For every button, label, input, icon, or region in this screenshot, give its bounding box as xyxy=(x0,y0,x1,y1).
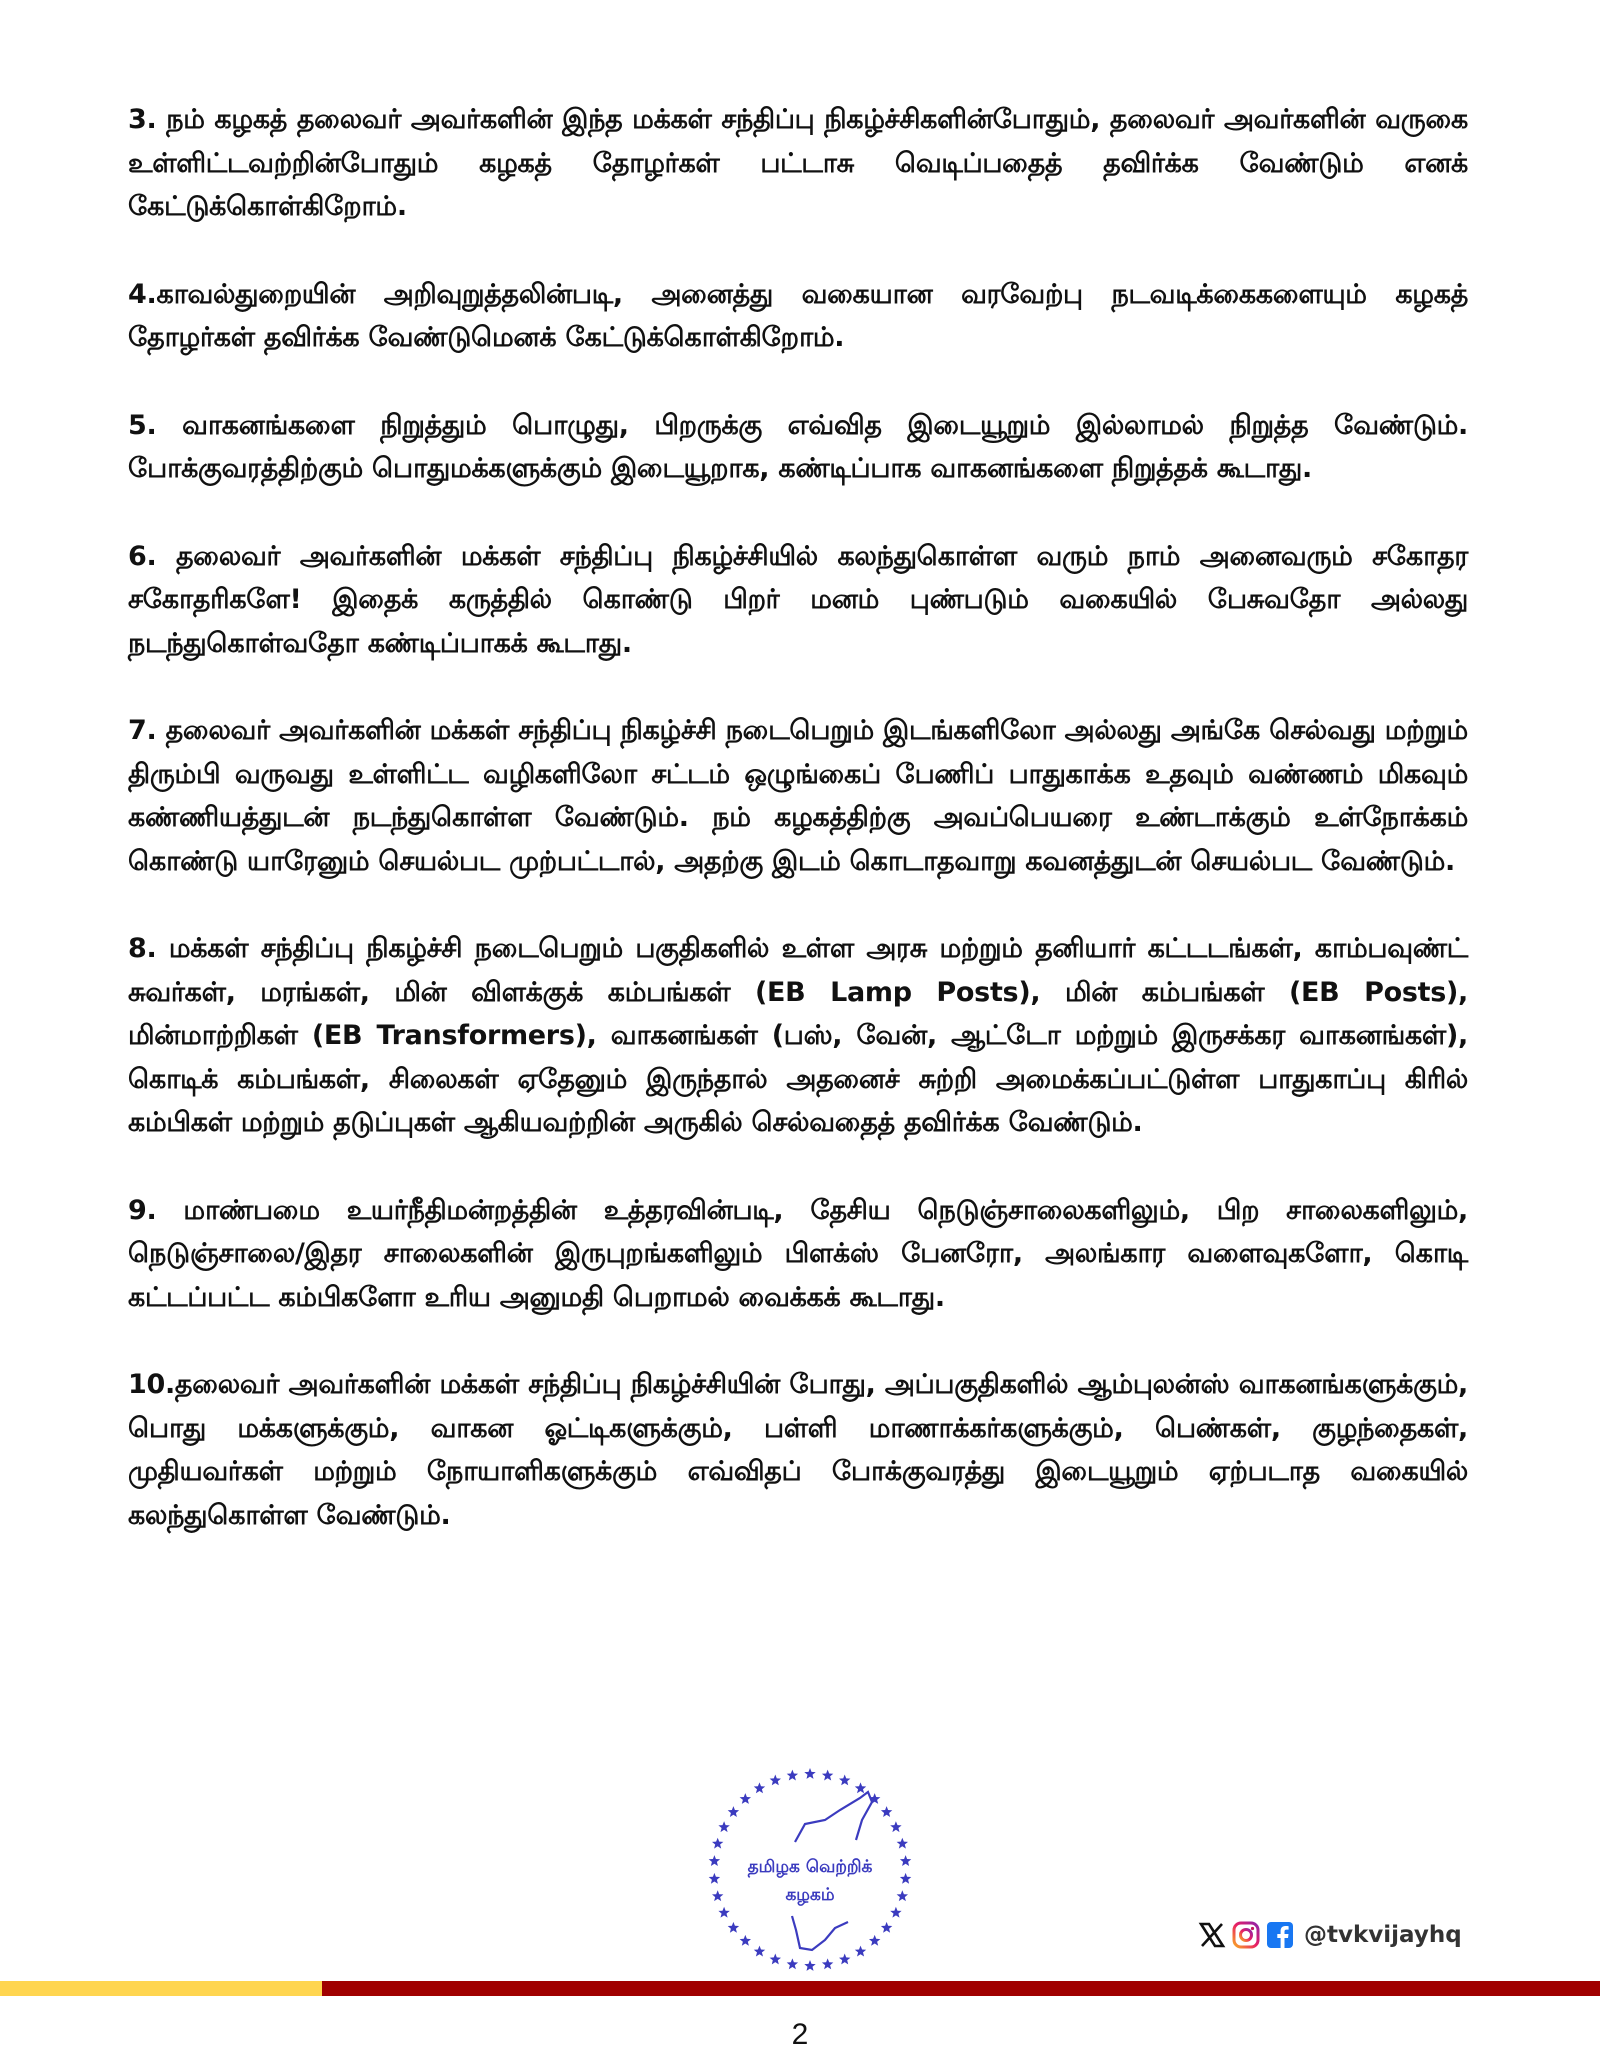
star-icon xyxy=(855,1946,866,1957)
social-handle[interactable]: @tvkvijayhq xyxy=(1304,1922,1462,1948)
star-icon xyxy=(718,1907,729,1918)
footer-bar-yellow xyxy=(0,1981,322,1996)
star-icon xyxy=(709,1873,720,1884)
star-icon xyxy=(839,1775,850,1786)
star-icon xyxy=(900,1855,911,1866)
star-icon xyxy=(881,1806,892,1817)
paragraph-6: 6. தலைவர் அவர்களின் மக்கள் சந்திப்பு நிகழ்ச்சியில் கலந்துகொள்ள வரும் நாம் அனைவரும் சகோதர சகோதரிகளே! இதைக் கருத்தில் கொண்டு பிறர் மனம் புண்படும் வகையில் பேசுவதோ அல்லது நடந்துகொள்வதோ கண்டிப்பாகக் கூடாது. xyxy=(128,540,1468,659)
seal-text-line1: தமிழக வெற்றிக் xyxy=(747,1857,873,1877)
paragraph-5: 5. வாகனங்களை நிறுத்தும் பொழுது, பிறருக்கு எவ்வித இடையூறும் இல்லாமல் நிறுத்த வேண்டும். போக்குவரத்திற்கும் பொதுமக்களுக்கும் இடையூறாக, கண்டிப்பாக வாகனங்களை நிறுத்தக் கூடாது. xyxy=(128,409,1468,484)
social-links xyxy=(1198,1920,1462,1950)
star-icon xyxy=(804,1768,815,1779)
paragraph-10: 10.தலைவர் அவர்களின் மக்கள் சந்திப்பு நிகழ்ச்சியின் போது, அப்பகுதிகளில் ஆம்புலன்ஸ் வாகனங்களுக்கும், பொது மக்களுக்கும், வாகன ஓட்டிகளுக்கும், பள்ளி மாணாக்கர்களுக்கும், பெண்கள், குழந்தைகள், முதியவர்கள் மற்றும் நோயாளிகளுக்கும் எவ்விதப் போக்குவரத்து இடையூறும் ஏற்படாத வகையில் கலந்துகொள்ள வேண்டும். xyxy=(128,1369,1468,1531)
star-icon xyxy=(787,1958,798,1969)
star-icon xyxy=(770,1775,781,1786)
page-number: 2 xyxy=(791,2018,809,2051)
star-icon xyxy=(728,1806,739,1817)
star-icon xyxy=(712,1838,723,1849)
paragraph-7: 7. தலைவர் அவர்களின் மக்கள் சந்திப்பு நிகழ்ச்சி நடைபெறும் இடங்களிலோ அல்லது அங்கே செல்வது மற்றும் திரும்பி வருவது உள்ளிட்ட வழிகளிலோ சட்டம் ஒழுங்கைப் பேணிப் பாதுகாக்க உதவும் வண்ணம் மிகவும் கண்ணியத்துடன் நடந்துகொள்ள வேண்டும். நம் கழகத்திற்கு அவப்பெயரை உண்டாக்கும் உள்நோக்கம் கொண்டு யாரேனும் செயல்பட முற்பட்டால், அதற்கு இடம் கொடாதவாறு கவனத்துடன் செயல்பட வேண்டும். xyxy=(128,715,1468,877)
map-outline-north xyxy=(795,1792,872,1842)
star-icon xyxy=(890,1821,901,1832)
star-icon xyxy=(754,1782,765,1793)
star-icon xyxy=(900,1873,911,1884)
star-icon xyxy=(712,1890,723,1901)
seal-text-line2: கழகம் xyxy=(785,1885,835,1905)
party-seal-logo xyxy=(700,1762,920,1977)
star-icon xyxy=(897,1890,908,1901)
star-icon xyxy=(754,1946,765,1957)
document-body xyxy=(128,98,1468,1581)
star-icon xyxy=(869,1935,880,1946)
star-icon xyxy=(718,1821,729,1832)
x-icon[interactable] xyxy=(1198,1921,1226,1949)
star-icon xyxy=(855,1782,866,1793)
paragraph-3: 3. நம் கழகத் தலைவர் அவர்களின் இந்த மக்கள் சந்திப்பு நிகழ்ச்சிகளின்போதும், தலைவர் அவர்களின் வருகை உள்ளிட்டவற்றின்போதும் கழகத் தோழர்கள் பட்டாசு வெடிப்பதைத் தவிர்க்க வேண்டும் எனக் கேட்டுக்கொள்கிறோம். xyxy=(128,104,1468,222)
star-icon xyxy=(804,1960,815,1971)
footer-bar-red xyxy=(322,1981,1600,1996)
star-icon xyxy=(728,1922,739,1933)
paragraph-4: 4.காவல்துறையின் அறிவுறுத்தலின்படி, அனைத்து வகையான வரவேற்பு நடவடிக்கைகளையும் கழகத் தோழர்கள் தவிர்க்க வேண்டுமெனக் கேட்டுக்கொள்கிறோம். xyxy=(128,278,1468,353)
star-icon xyxy=(890,1907,901,1918)
star-icon xyxy=(839,1954,850,1965)
star-icon xyxy=(881,1922,892,1933)
map-outline-south xyxy=(792,1916,848,1950)
paragraph-9: 9. மாண்பமை உயர்நீதிமன்றத்தின் உத்தரவின்படி, தேசிய நெடுஞ்சாலைகளிலும், பிற சாலைகளிலும், நெடுஞ்சாலை/இதர சாலைகளின் இருபுறங்களிலும் பிளக்ஸ் பேனரோ, அலங்கார வளைவுகளோ, கொடி கட்டப்பட்ட கம்பிகளோ உரிய அனுமதி பெறாமல் வைக்கக் கூடாது. xyxy=(128,1194,1468,1313)
star-icon xyxy=(897,1838,908,1849)
instagram-icon[interactable] xyxy=(1232,1921,1260,1949)
seal-graphic xyxy=(700,1762,920,1977)
star-icon xyxy=(740,1935,751,1946)
facebook-icon[interactable] xyxy=(1266,1921,1294,1949)
star-icon xyxy=(770,1954,781,1965)
star-icon xyxy=(709,1855,720,1866)
star-icon xyxy=(822,1770,833,1781)
star-icon xyxy=(740,1793,751,1804)
paragraph-8: 8. மக்கள் சந்திப்பு நிகழ்ச்சி நடைபெறும் பகுதிகளில் உள்ள அரசு மற்றும் தனியார் கட்டடங்கள், காம்பவுண்ட் சுவர்கள், மரங்கள், மின் விளக்குக் கம்பங்கள் (EB Lamp Posts), மின் கம்பங்கள் (EB Posts), மின்மாற்றிகள் (EB Transformers), வாகனங்கள் (பஸ், வேன், ஆட்டோ மற்றும் இருசக்கர வாகனங்கள்), கொடிக் கம்பங்கள், சிலைகள் ஏதேனும் இருந்தால் அதனைச் சுற்றி அமைக்கப்பட்டுள்ள பாதுகாப்பு கிரில் கம்பிகள் மற்றும் தடுப்புகள் ஆகியவற்றின் அருகில் செல்வதைத் தவிர்க்க வேண்டும். xyxy=(128,933,1468,1138)
star-icon xyxy=(822,1958,833,1969)
star-icon xyxy=(787,1770,798,1781)
